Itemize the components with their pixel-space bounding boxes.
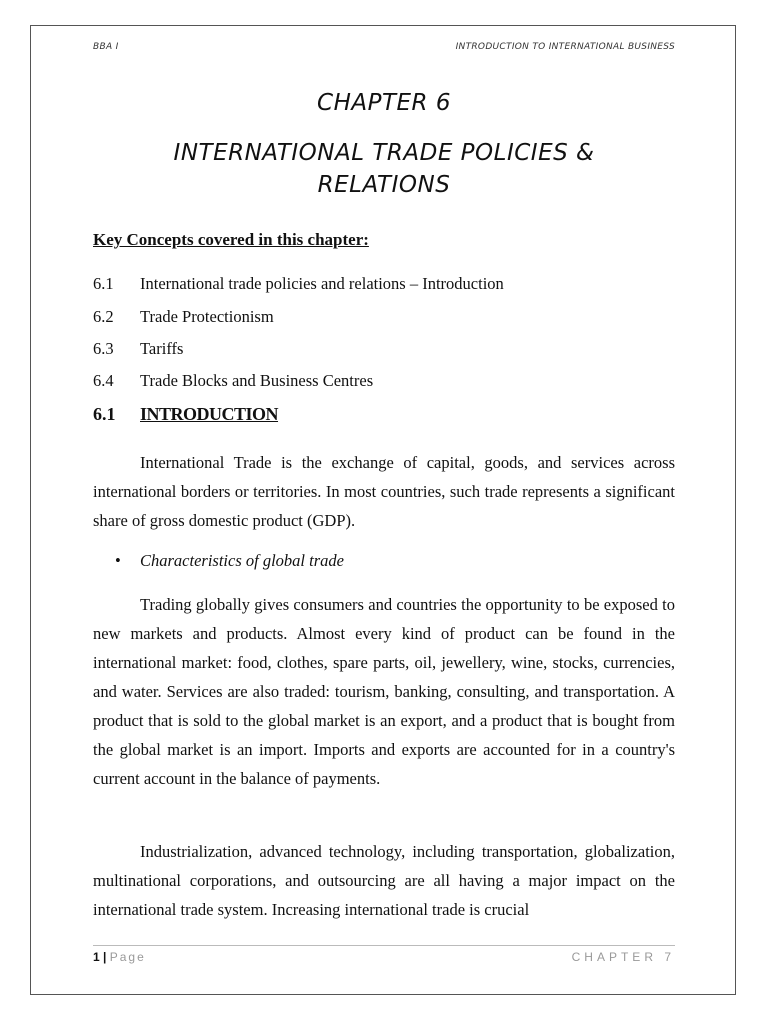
intro-paragraph: International Trade is the exchange of capital, goods, and services across international borders or territories. In most countries, such trade represents a significant share of gross domestic product (GDP). (93, 453, 675, 530)
toc-label: International trade policies and relations – Introduction (140, 274, 504, 293)
section-title: INTRODUCTION (140, 404, 279, 424)
page-number: 1 (93, 950, 100, 964)
bullet-icon: • (115, 551, 121, 570)
bullet-text: Characteristics of global trade (140, 551, 344, 570)
page-word: Page (109, 950, 146, 964)
footer-chapter: CHAPTER 7 (571, 950, 675, 964)
toc-label: Tariffs (140, 339, 184, 358)
page-separator: | (103, 950, 107, 964)
toc-label: Trade Blocks and Business Centres (140, 371, 374, 390)
chapter-title-line1: INTERNATIONAL TRADE POLICIES & (173, 140, 595, 166)
footer-page (93, 950, 146, 964)
header-course: BBA I (93, 42, 119, 52)
footer-divider (93, 945, 675, 946)
toc-number: 6.1 (93, 274, 114, 293)
industrialization-paragraph: Industrialization, advanced technology, including transportation, globalization, multinational corporations, and outsourcing are all having a major impact on the international trade system. Increasing international trade is crucial (93, 842, 675, 919)
toc-number: 6.3 (93, 339, 114, 358)
chapter-number: CHAPTER 6 (317, 90, 451, 116)
toc-number: 6.2 (93, 307, 114, 326)
toc-label: Trade Protectionism (140, 307, 274, 326)
header-subject: INTRODUCTION TO INTERNATIONAL BUSINESS (455, 42, 675, 52)
trade-paragraph: Trading globally gives consumers and countries the opportunity to be exposed to new markets and products. Almost every kind of product can be found in the international market: food, clothes, spare parts, oil, jewellery, wine, stocks, currencies, and water. Services are also traded: tourism, banking, consulting, and transportation. A product that is sold to the global market is an export, and a product that is bought from the global market is an import. Imports and exports are accounted for in a country's current account in the balance of payments. (93, 595, 675, 788)
chapter-title-line2: RELATIONS (317, 172, 451, 198)
key-concepts-heading: Key Concepts covered in this chapter: (93, 230, 369, 249)
section-number: 6.1 (93, 404, 116, 424)
toc-number: 6.4 (93, 371, 114, 390)
